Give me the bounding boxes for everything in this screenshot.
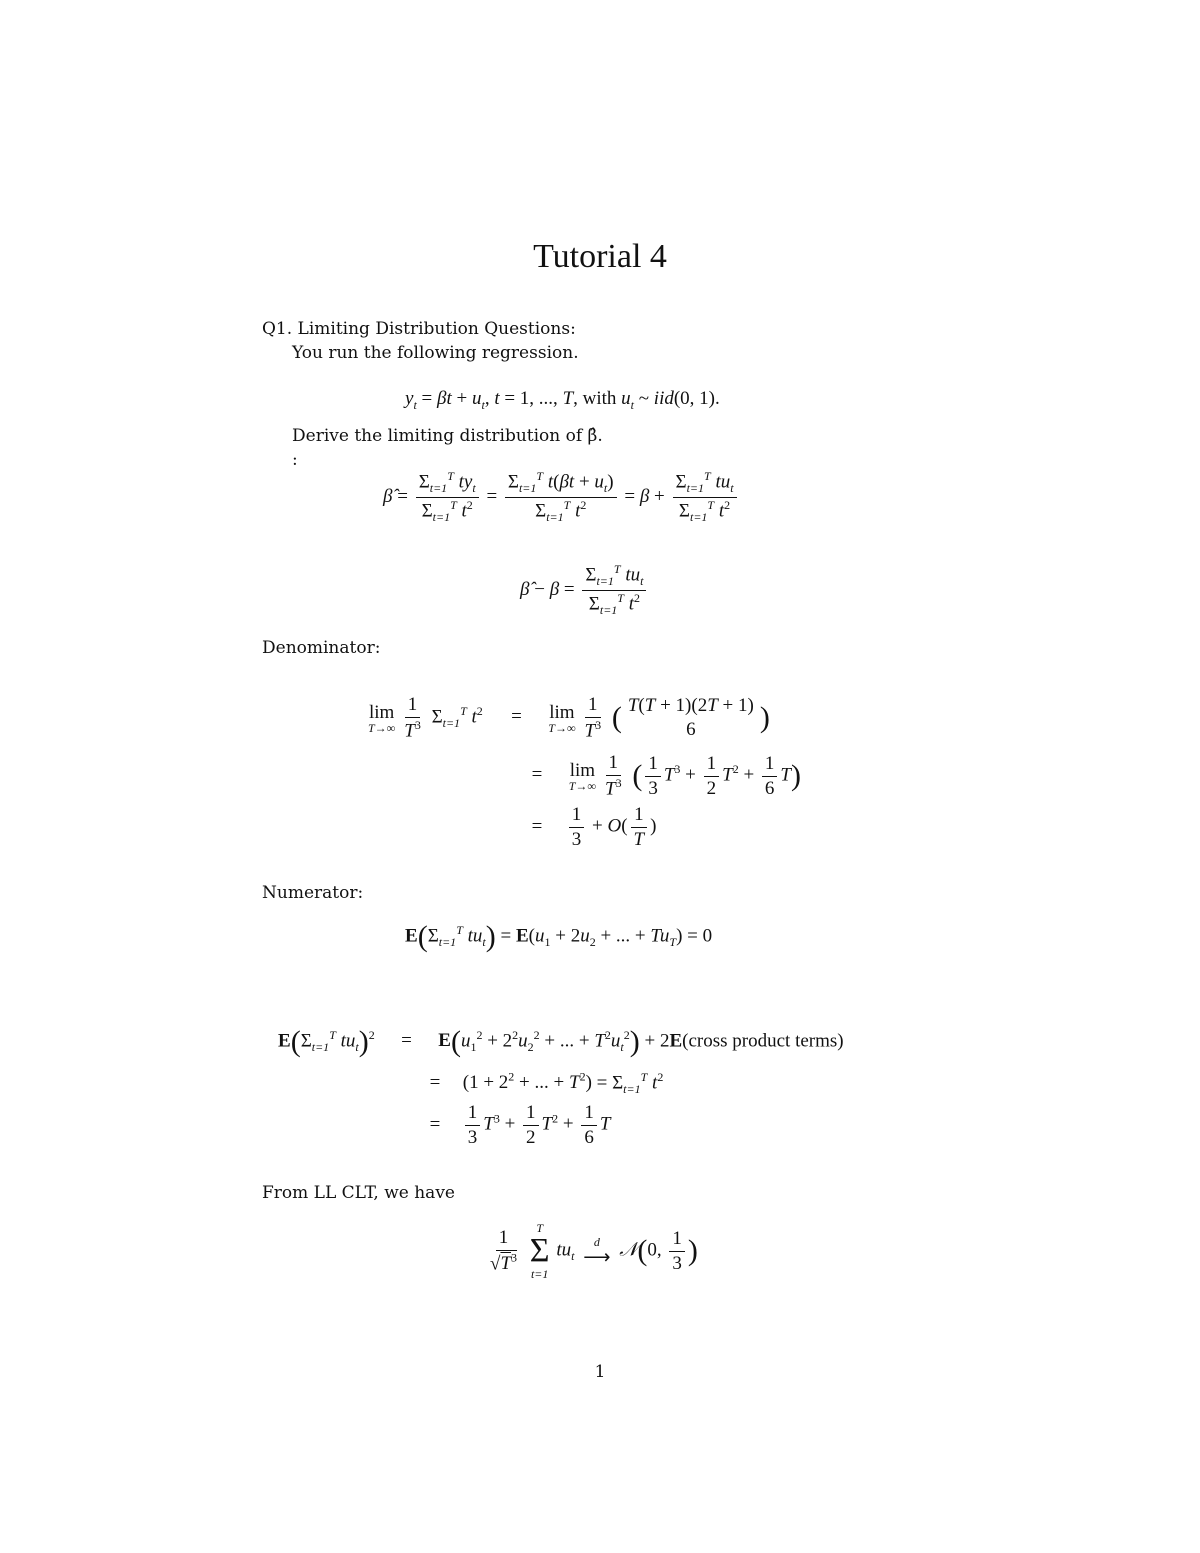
intro-text: You run the following regression.	[292, 343, 579, 363]
estimator-equation: β̂ = $\frac{\Sigma_{t=1}^T ty_t}{\Sigma_{t=1}^T t^2}$ = $\frac{\Sigma_{t=1}^T t(\beta t + u_t)}{\Sigma_{t=1}^T t^2}$ = β + $\frac{\Sigma_{t=1}^T tu_t}{\Sigma_{t=1}^T t^2}$	[383, 470, 740, 525]
variance-step-1: $E(\Sigma_{t=1}^T$ $tu_t)^2 = E(u_1^2 + 2^2u_2^2$ + ... + $T^2u_t^2$) + 2E(cross product terms)	[278, 1025, 844, 1058]
clt-text: From LL CLT, we have	[262, 1183, 455, 1203]
page-title: Tutorial 4	[533, 238, 667, 275]
deviation-equation: β̂ − β = $\frac{\Sigma_{t=1}^T tu_t}{\Sigma_{t=1}^T t^2}$	[520, 563, 649, 618]
variance-step-2: = ($1 + 2^2$ + ... + $T^2) = \Sigma_{t=1}^T$ $t^2$	[429, 1070, 664, 1097]
regression-equation: $y_t = \beta t + u_t$, t = 1, ..., T, with $u_t$ ~ iid(0, 1).	[405, 388, 720, 412]
page-number: 1	[594, 1362, 606, 1382]
denominator-step-2: = lim T→∞ $\frac{1}{T^3}$ ( $\frac{1}{3}$ $T^3$ + $\frac{1}{2}$ $T^2$ + $\frac{1}{6}$ T)	[531, 752, 801, 800]
clt-result: $\frac{1}{√T^3}$ T Σ t=1 $tu_t$ d ⟶ 𝒩(0, $\frac{1}{3}$ )	[490, 1221, 698, 1281]
denominator-step-1: lim T→∞ $\frac{1}{T^3}$ $\Sigma_{t=1}^T$ $t^2$ = lim T→∞ $\frac{1}{T^3}$ ( T(T + 1)(2T + 1) 6 )	[368, 694, 770, 742]
question-heading: Q1. Limiting Distribution Questions:	[262, 319, 576, 339]
cross-terms-text: (cross product terms)	[682, 1030, 844, 1052]
task-text: Derive the limiting distribution of β̂.	[292, 426, 603, 446]
colon-marker: :	[292, 450, 298, 470]
denominator-label: Denominator:	[262, 638, 381, 658]
numerator-label: Numerator:	[262, 883, 364, 903]
variance-step-3: = $\frac{1}{3}$ $T^3$ + $\frac{1}{2}$ $T^2$ + $\frac{1}{6}$ T	[429, 1102, 611, 1148]
denominator-step-3: = $\frac{1}{3}$ + O( $\frac{1}{T}$ )	[531, 804, 657, 850]
numerator-expectation: $E(\Sigma_{t=1}^T$ $tu_t) = E(u_1 + 2u_2$ + ... + $Tu_T) = 0$	[405, 920, 713, 953]
